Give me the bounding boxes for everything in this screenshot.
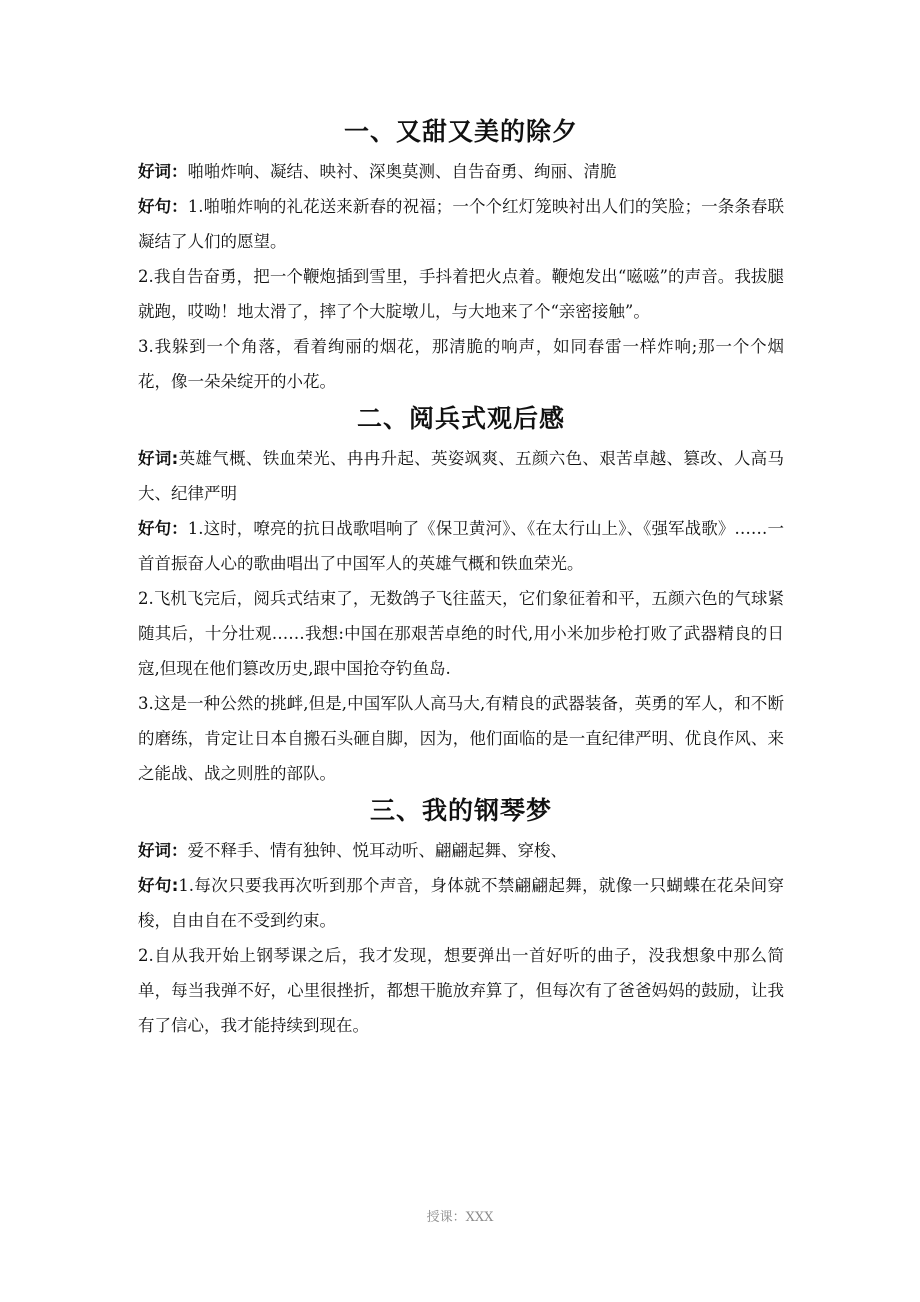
sentence-text: 1.这时，嘹亮的抗日战歌唱响了《保卫黄河》、《在太行山上》、《强军战歌》……一首首振奋人心的歌曲唱出了中国军人的英雄气概和铁血荣光。: [138, 519, 784, 573]
good-sentences-label: 好句：: [138, 519, 188, 538]
section-title: 一、又甜又美的除夕: [343, 117, 578, 146]
good-sentence-1: [138, 868, 784, 938]
good-sentence-3: 3.这是一种公然的挑衅,但是,中国军队人高马大,有精良的武器装备，英勇的军人，和不断的磨练，肯定让日本自搬石头砸自脚，因为，他们面临的是一直纪律严明、优良作风、来之能战、战之则胜的部队。: [138, 694, 784, 783]
good-words-text: 英雄气概、铁血荣光、冉冉升起、英姿飒爽、五颜六色、艰苦卓越、篡改、人高马大、纪律严明: [138, 449, 785, 503]
good-sentence-2: 2.我自告奋勇，把一个鞭炮插到雪里，手抖着把火点着。鞭炮发出“嗞嗞”的声音。我拔腿就跑，哎呦！地太滑了，摔了个大腚墩儿，与大地来了个“亲密接触”。: [138, 267, 784, 321]
good-sentences-label: 好句:: [138, 876, 179, 895]
good-sentence-2: 2.自从我开始上钢琴课之后，我才发现，想要弹出一首好听的曲子，没我想象中那么简单，每当我弹不好，心里很挫折，都想干脆放弃算了，但每次有了爸爸妈妈的鼓励，让我有了信心，我才能持续到现在。: [138, 946, 784, 1035]
good-sentence-2: 2.飞机飞完后，阅兵式结束了，无数鸽子飞往蓝天，它们象征着和平，五颜六色的气球紧随其后，十分壮观……我想:中国在那艰苦卓绝的时代,用小米加步枪打败了武器精良的日寇,但现在他们篡改历史,跟中国抢夺钓鱼岛.: [138, 589, 784, 678]
good-sentences-label: 好句：: [138, 197, 188, 216]
good-words-text: 啪啪炸响、凝结、映衬、深奥莫测、自告奋勇、绚丽、清脆: [187, 162, 617, 181]
good-words-label: 好词：: [138, 841, 188, 860]
good-sentence-3: 3.我躲到一个角落，看着绚丽的烟花，那清脆的响声，如同春雷一样炸响;那一个个烟花，像一朵朵绽开的小花。: [138, 337, 784, 391]
sentence-text: 1.啪啪炸响的礼花送来新春的祝福；一个个红灯笼映衬出人们的笑脸；一条条春联凝结了人们的愿望。: [138, 197, 785, 251]
section-3: [138, 791, 784, 1043]
section-2: [138, 399, 784, 791]
page-footer: 授课：XXX: [426, 1210, 494, 1225]
document-content: [138, 112, 784, 1043]
good-sentence-1: [138, 189, 784, 259]
good-words: [138, 833, 784, 868]
good-words: [138, 441, 784, 511]
sentence-text: 1.每次只要我再次听到那个声音，身体就不禁翩翩起舞，就像一只蝴蝶在花朵间穿梭，自由自在不受到约束。: [138, 876, 784, 930]
good-words-label: 好词：: [138, 162, 188, 181]
good-words-label: 好词:: [138, 449, 179, 468]
good-words-text: 爱不释手、情有独钟、悦耳动听、翩翩起舞、穿梭、: [187, 841, 567, 860]
good-sentence-1: [138, 511, 784, 581]
section-title: 二、阅兵式观后感: [356, 404, 565, 433]
section-1: [138, 112, 784, 399]
good-words: [138, 154, 784, 189]
section-title: 三、我的钢琴梦: [369, 796, 552, 825]
